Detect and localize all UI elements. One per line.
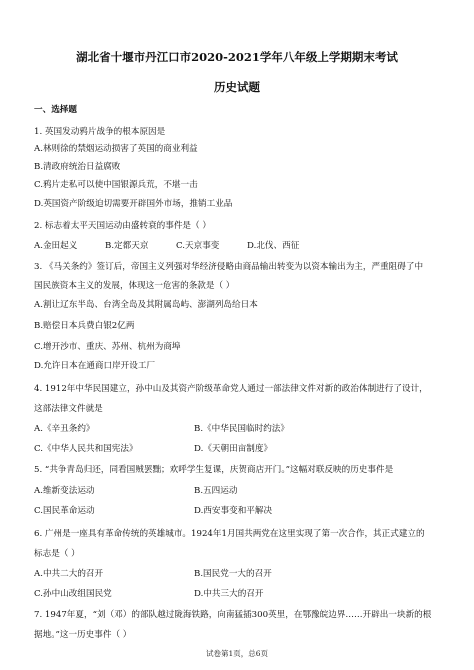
question-6-option-a: A.中共二大的召开 <box>34 569 104 579</box>
question-4-option-c: C.《中华人民共和国宪法》 <box>34 444 138 454</box>
question-7-stem-line2: 据地。”这一历史事件（ ） <box>34 630 132 640</box>
question-1-option-b: B.清政府统治日益腐败 <box>34 162 121 172</box>
question-4-option-a: A.《辛丑条约》 <box>34 424 95 434</box>
question-4-stem-line2: 这部法律文件就是 <box>34 404 103 414</box>
question-7-stem-line1: 7. 1947年夏，“刘（邓）的部队越过陇海铁路，向南猛插300英里，在鄂豫皖边界……开辟出一块新的根 <box>34 610 432 620</box>
question-1-option-a: A.林则徐的禁烟运动损害了英国的商业利益 <box>34 144 198 154</box>
question-5-options-row2 <box>34 505 444 517</box>
question-5-option-d: D.西安事变和平解决 <box>194 506 273 516</box>
question-6-stem-line1: 6. 广州是一座具有革命传统的英雄城市。1924年1月国共两党在这里实现了第一次合作，其正式建立的 <box>34 529 425 539</box>
question-6-stem-line2: 标志是（ ） <box>34 549 80 559</box>
question-3-option-a: A.割让辽东半岛、台湾全岛及其附属岛屿、澎湖列岛给日本 <box>34 300 258 310</box>
question-6-option-d: D.中共三大的召开 <box>194 589 264 599</box>
question-3-option-d: D.允许日本在通商口岸开设工厂 <box>34 361 156 371</box>
question-2-option-a: A.金田起义 <box>34 241 78 251</box>
question-6-option-b: B.国民党一大的召开 <box>194 569 272 579</box>
question-1-option-d: D.英国资产阶级迫切需要开辟国外市场，推销工业品 <box>34 199 233 209</box>
section-heading: 一、选择题 <box>34 105 77 115</box>
question-2-options <box>34 240 444 252</box>
question-4-option-d: D.《天朝田亩制度》 <box>194 444 273 454</box>
question-6-option-c: C.孙中山改组国民党 <box>34 589 112 599</box>
question-3-option-c: C.增开沙市、重庆、苏州、杭州为商埠 <box>34 342 181 352</box>
question-3-stem-line1: 3. 《马关条约》签订后，帝国主义列强对华经济侵略由商品输出转变为以资本输出为主，严重阻碍了中 <box>34 262 424 272</box>
question-2-option-d: D.北伐、西征 <box>247 241 300 251</box>
question-6-options-row1 <box>34 568 444 580</box>
exam-title: 湖北省十堰市丹江口市2020-2021学年八年级上学期期末考试 <box>76 50 398 64</box>
question-4-option-b: B.《中华民国临时约法》 <box>194 424 289 434</box>
question-6-options-row2 <box>34 588 444 600</box>
question-5-option-c: C.国民革命运动 <box>34 506 95 516</box>
question-5-option-a: A.维新变法运动 <box>34 486 95 496</box>
question-3-option-b: B.赔偿日本兵费白银2亿两 <box>34 321 135 331</box>
exam-subtitle: 历史试题 <box>214 80 260 94</box>
question-4-options-row1 <box>34 423 444 435</box>
question-5-options-row1 <box>34 485 444 497</box>
page-footer: 试卷第1页，总6页 <box>205 649 269 658</box>
question-2-stem: 2. 标志着太平天国运动由盛转衰的事件是（ ） <box>34 221 211 231</box>
question-2-option-c: C.天京事变 <box>176 241 220 251</box>
question-3-stem-line2: 国民族资本主义的发展，体现这一危害的条款是（ ） <box>34 281 235 291</box>
question-5-stem: 5. “共争青岛归还，同看国贼罢黜；欢呼学生复课，庆贺商店开门。”这幅对联反映的历史事件是 <box>34 465 394 475</box>
question-4-options-row2 <box>34 443 444 455</box>
question-5-option-b: B.五四运动 <box>194 486 238 496</box>
question-4-stem-line1: 4. 1912年中华民国建立，孙中山及其资产阶级革命党人通过一部法律文件对新的政治体制进行了设计， <box>34 384 428 394</box>
question-2-option-b: B.定都天京 <box>105 241 149 251</box>
question-1-option-c: C.鸦片走私可以使中国银源兵荒，不堪一击 <box>34 180 198 190</box>
question-1-stem: 1. 英国发动鸦片战争的根本原因是 <box>34 127 166 137</box>
